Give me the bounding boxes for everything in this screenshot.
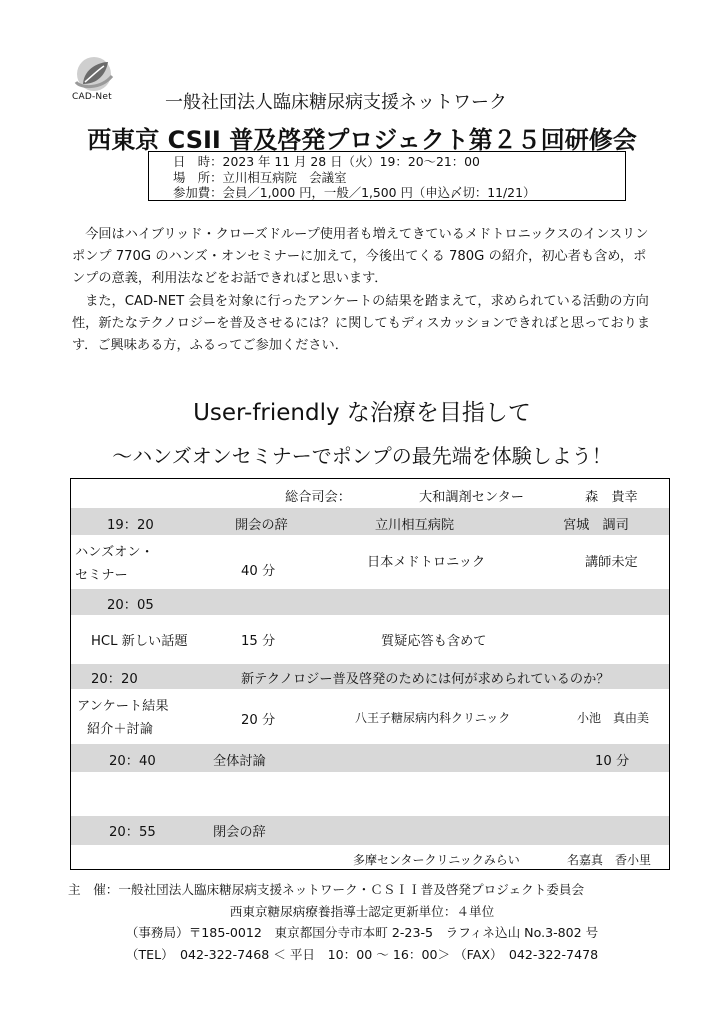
headline: User-friendly な治療を目指して [193, 400, 531, 426]
row-speaker: 小池 真由美 [577, 711, 650, 725]
row-org: 立川相互病院 [375, 518, 455, 533]
event-fee: 参加費：会員／1,000 円，一般／1,500 円（申込〆切：11/21） [173, 185, 536, 200]
event-info-box [148, 151, 626, 201]
row-note: 質疑応答も含めて [381, 634, 487, 649]
row-title: ハンズオン・ [75, 545, 154, 560]
footer-credit: 西東京糖尿病療養指導士認定更新単位：４単位 [229, 904, 495, 919]
row-title: アンケート結果 [77, 699, 169, 714]
row-title: 開会の辞 [235, 518, 288, 533]
intro-text [72, 224, 657, 357]
row-title: 全体討論 [213, 754, 266, 769]
row-time: 19：20 [107, 518, 154, 533]
row-speaker: 宮城 調司 [563, 518, 629, 533]
row-time: 20：40 [109, 754, 156, 769]
row-duration: 40 分 [241, 564, 276, 579]
row-time: 20：05 [107, 598, 154, 613]
row-org: 多摩センタークリニックみらい [353, 853, 520, 867]
row-time: 20：55 [109, 825, 156, 840]
row-title: 閉会の辞 [213, 825, 266, 840]
logo-text: CAD-Net [72, 92, 112, 102]
row-title: HCL 新しい話題 [91, 634, 188, 649]
subheadline: 〜ハンズオンセミナーでポンプの最先端を体験しよう！ [112, 444, 612, 468]
schedule-table [70, 478, 670, 870]
mc-name: 森 貴幸 [585, 490, 638, 505]
intro-paragraph-2: また，CAD-NET 会員を対象に行ったアンケートの結果を踏まえて，求められている活動の方向性，新たなテクノロジーを普及させるには？に関してもディスカッションできればと思っております．ご興味ある方，ふるってご参加ください． [72, 293, 651, 354]
organization-name: 一般社団法人臨床糖尿病支援ネットワーク [165, 92, 507, 113]
schedule-band [71, 816, 669, 845]
footer-office: （事務局）〒185-0012 東京都国分寺市本町 2-23-5 ラフィネ込山 No.3-802 号 [125, 925, 599, 940]
event-place: 場 所：立川相互病院 会議室 [173, 169, 347, 185]
footer-host: 主 催：一般社団法人臨床糖尿病支援ネットワーク・ＣＳＩＩ普及啓発プロジェクト委員会 [68, 882, 585, 897]
schedule-band [71, 589, 669, 615]
row-title: セミナー [75, 568, 128, 583]
mc-label: 総合司会： [285, 490, 351, 505]
row-duration: 15 分 [241, 634, 276, 649]
schedule-band [71, 744, 669, 772]
row-duration: 10 分 [595, 754, 630, 769]
row-speaker: 名嘉真 香小里 [567, 853, 652, 867]
row-speaker: 講師未定 [585, 555, 638, 570]
row-org: 八王子糖尿病内科クリニック [355, 711, 511, 725]
footer-contact: （TEL） 042-322-7468 ＜ 平日 10：00 〜 16：00＞ （FAX） 042-322-7478 [125, 947, 599, 962]
row-title: 新テクノロジー普及啓発のためには何が求められているのか？ [241, 672, 610, 687]
row-org: 日本メドトロニック [367, 555, 486, 570]
row-time: 20：20 [91, 672, 138, 687]
event-date: 日 時：2023 年 11 月 28 日（火）19：20〜21：00 [173, 154, 480, 169]
row-duration: 20 分 [241, 713, 276, 728]
mc-org: 大和調剤センター [419, 490, 524, 505]
intro-paragraph-1: 今回はハイブリッド・クローズドループ使用者も増えてきているメドトロニックスのインスリンポンプ 770G のハンズ・オンセミナーに加えて，今後出てくる 780G の紹介，初心者も含め，ポンプの意義，利用法などをお話できればと思います． [72, 227, 649, 287]
page-title: 西東京 CSII 普及啓発プロジェクト第２５回研修会 [87, 126, 637, 154]
row-title: 紹介＋討論 [87, 722, 153, 737]
